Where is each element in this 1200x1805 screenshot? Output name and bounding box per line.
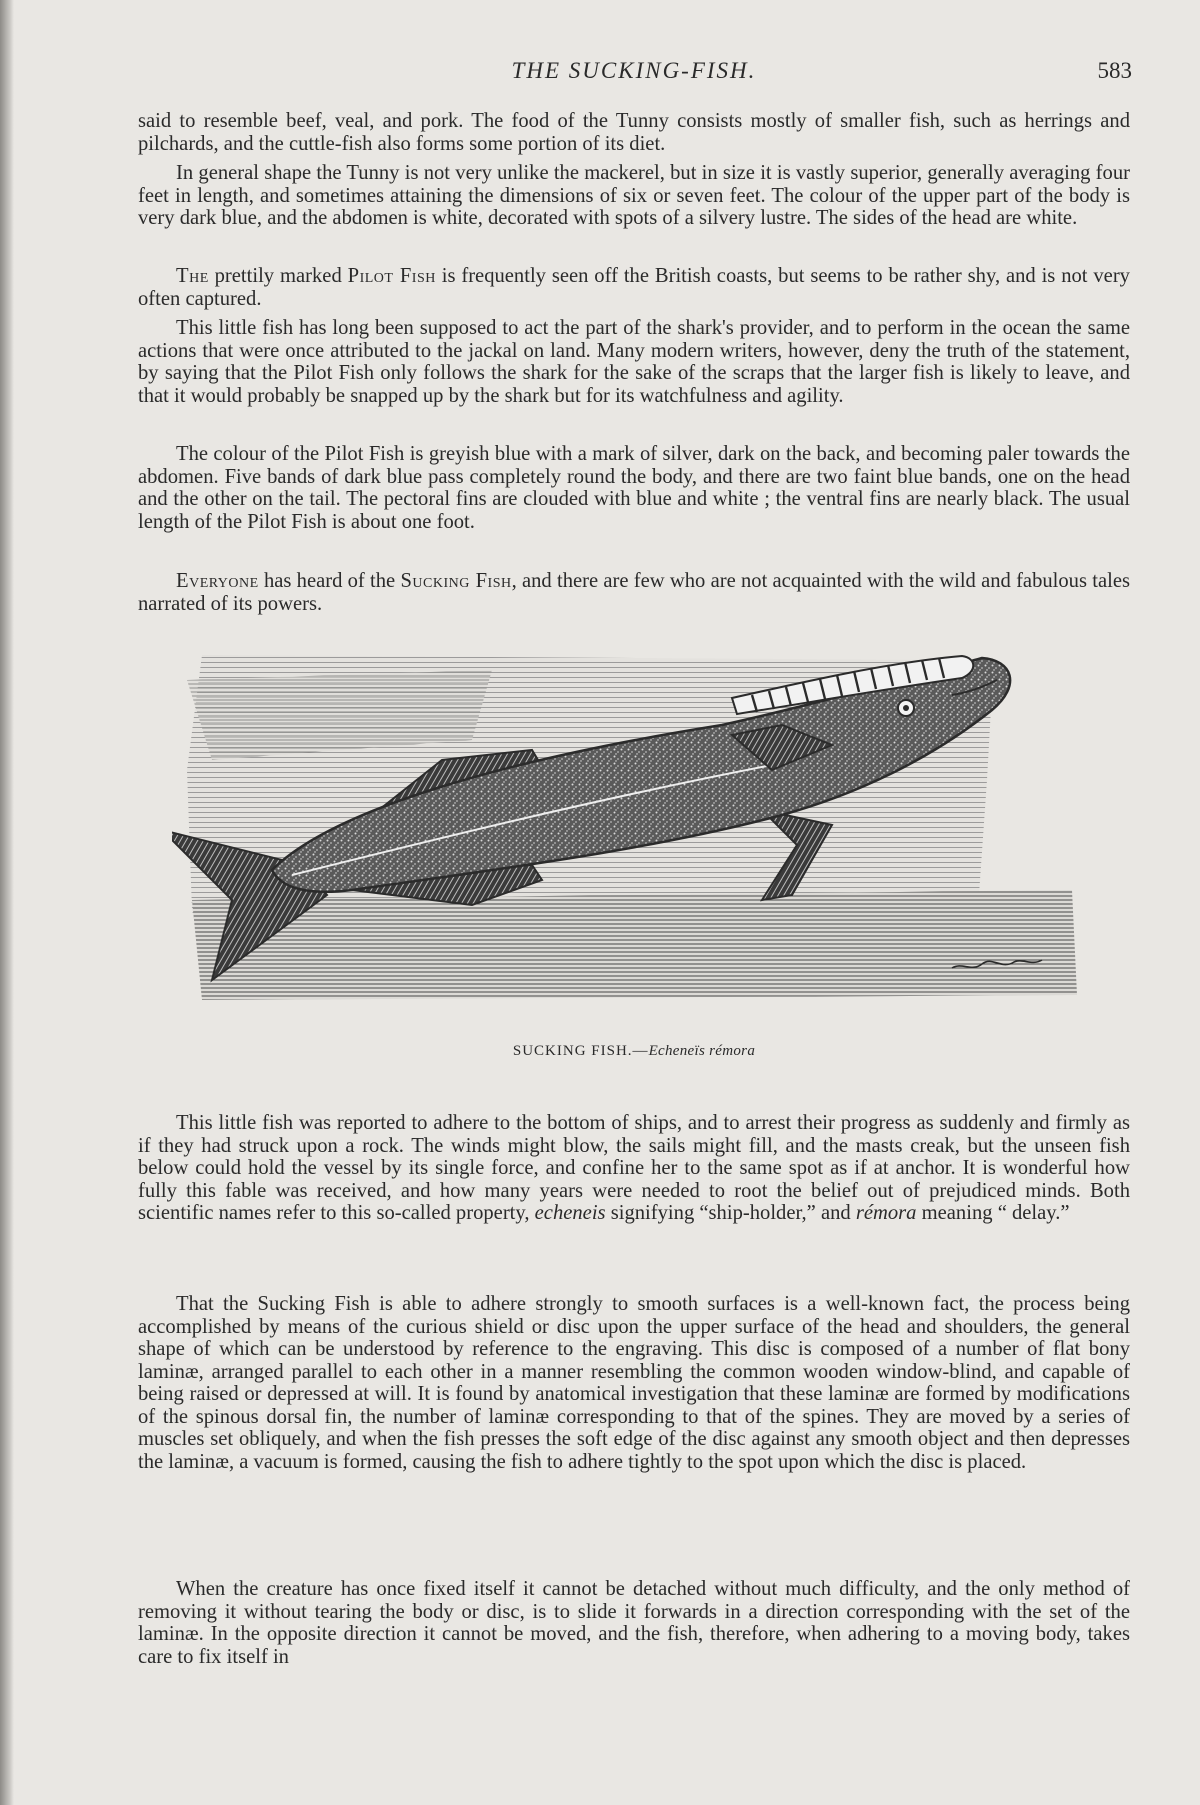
text-span: is frequently seen off the British coasts, but seems to be rather shy, and is not very often captured. bbox=[138, 265, 1130, 310]
page-number: 583 bbox=[1097, 58, 1132, 83]
smallcaps-the: The bbox=[176, 265, 209, 287]
scan-edge bbox=[0, 0, 14, 1805]
text-span: , and there are few who are not acquainted with the wild and fabulous tales narrated of its powers. bbox=[138, 570, 1130, 615]
italic-echeneis: echeneis bbox=[534, 1202, 606, 1224]
smallcaps-sucking-fish: Sucking Fish bbox=[400, 570, 512, 592]
text-span: signifying “ship-holder,” and bbox=[605, 1202, 856, 1224]
text-span: This little fish was reported to adhere to the bottom of ships, and to arrest their progress as suddenly and firmly as if they had struck upon a rock. The winds might blow, the sails might fill, and the masts creak, but the unseen fish below could hold the vessel by its single force, and confine her to the same spot as if at anchor. It is wonderful how fully this fable was received, and how many years were needed to root the belief out of prejudiced minds. Both scientific names refer to this so-called property, bbox=[138, 1112, 1130, 1224]
paragraph-pilot-fish-colour: The colour of the Pilot Fish is greyish blue with a mark of silver, dark on the back, and becoming paler towards the abdomen. Five bands of dark blue pass completely round the body, and there are two faint blue bands, one on the head and the other on the tail. The pectoral fins are clouded with blue and white ; the ventral fins are nearly black. The usual length of the Pilot Fish is about one foot. bbox=[138, 443, 1130, 533]
paragraph-fable bbox=[138, 1112, 1130, 1225]
paragraph-disc-mechanism: That the Sucking Fish is able to adhere strongly to smooth surfaces is a well-known fact, the process being accomplished by means of the curious shield or disc upon the upper surface of the head and shoulders, the general shape of which can be understood by reference to the engraving. This disc is composed of a number of flat bony laminæ, arranged parallel to each other in a manner resembling the common wooden window-blind, and capable of being raised or depressed at will. It is found by anatomical investigation that these laminæ are formed by modifications of the spinous dorsal fin, the number of laminæ corresponding to that of the spines. They are moved by a series of muscles set obliquely, and when the fish presses the soft edge of the disc against any smooth object and then depresses the laminæ, a vacuum is formed, causing the fish to adhere tightly to the spot upon which the disc is placed. bbox=[138, 1293, 1130, 1473]
paragraph-tunny-shape: In general shape the Tunny is not very unlike the mackerel, but in size it is vastly superior, generally averaging four feet in length, and sometimes attaining the dimensions of six or seven feet. The colour of the upper part of the body is very dark blue, and the abdomen is white, decorated with spots of a silvery lustre. The sides of the head are white. bbox=[138, 162, 1130, 229]
italic-remora: rémora bbox=[855, 1202, 917, 1224]
paragraph-sucking-fish-intro bbox=[138, 570, 1130, 615]
sucking-fish-engraving bbox=[172, 650, 1112, 1025]
paragraph-pilot-fish-intro bbox=[138, 265, 1130, 310]
paragraph-tunny-food: said to resemble beef, veal, and pork. The food of the Tunny consists mostly of smaller fish, such as herrings and pilchards, and the cuttle-fish also forms some portion of its diet. bbox=[138, 110, 1130, 155]
caption-main: SUCKING FISH.— bbox=[512, 1043, 649, 1059]
paragraph-pilot-fish-shark: This little fish has long been supposed to act the part of the shark's provider, and to perform in the ocean the same actions that were once attributed to the jackal on land. Many modern writers, however, deny the truth of the statement, by saying that the Pilot Fish only follows the shark for the sake of the scraps that the larger fish is likely to leave, and that it would probably be snapped up by the shark but for its watchfulness and agility. bbox=[138, 317, 1130, 407]
text-span: has heard of the bbox=[258, 570, 401, 592]
running-title: THE SUCKING-FISH. bbox=[511, 58, 757, 83]
paragraph-detachment: When the creature has once fixed itself it cannot be detached without much difficulty, and the only method of removing it without tearing the body or disc, is to slide it forwards in a direction corresponding with the set of the laminæ. In the opposite direction it cannot be moved, and the fish, therefore, when adhering to a moving body, takes care to fix itself in bbox=[138, 1578, 1130, 1668]
smallcaps-everyone: Everyone bbox=[176, 570, 259, 592]
text-span: meaning “ delay.” bbox=[916, 1202, 1070, 1224]
caption-italic: Echeneïs rémora bbox=[648, 1043, 756, 1059]
text-span: prettily marked bbox=[208, 265, 348, 287]
running-head bbox=[138, 58, 1130, 88]
smallcaps-pilot-fish: Pilot Fish bbox=[347, 265, 436, 287]
figure-caption bbox=[138, 1043, 1130, 1060]
remora-engraving-icon bbox=[172, 650, 1112, 1025]
